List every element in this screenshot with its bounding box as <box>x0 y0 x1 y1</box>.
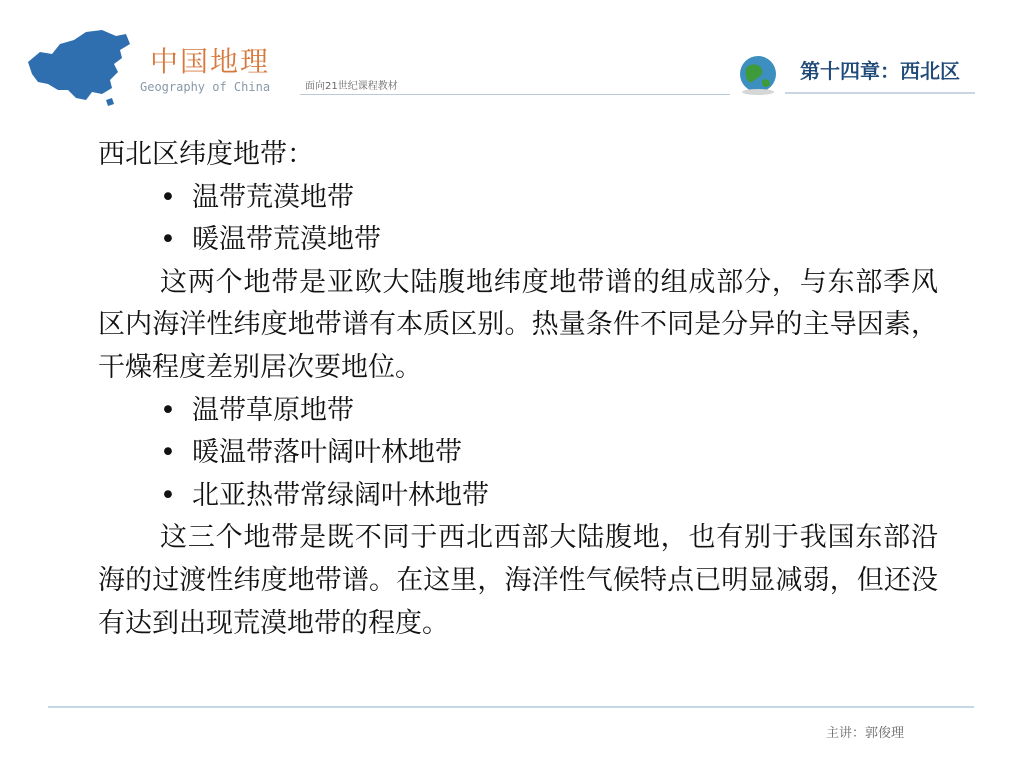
bullet: • <box>160 224 176 256</box>
brand-subtitle: Geography of China <box>140 80 271 94</box>
bullet: • <box>160 437 176 469</box>
list-item-text: 温带草原地带 <box>192 394 354 426</box>
bullet: • <box>160 479 176 511</box>
footer-divider <box>48 706 974 708</box>
brand-title: 中国地理 <box>150 45 271 78</box>
list-item <box>98 475 938 518</box>
section-heading: 西北区纬度地带： <box>98 139 314 170</box>
list-item-text: 北亚热带常绿阔叶林地带 <box>192 479 489 511</box>
presenter-label: 主讲：郭俊理 <box>826 726 905 741</box>
list-item-text: 温带荒漠地带 <box>192 181 354 213</box>
bullet: • <box>160 181 176 213</box>
list-item-text: 暖温带荒漠地带 <box>192 224 381 256</box>
china-map-icon <box>22 28 134 108</box>
slide-header <box>0 0 1024 120</box>
chapter-title: 第十四章：西北区 <box>800 59 960 83</box>
list-item <box>98 177 938 220</box>
globe-icon <box>736 52 780 96</box>
list-item <box>98 432 938 475</box>
slide-content <box>98 134 938 645</box>
header-divider <box>300 94 730 95</box>
list-item-text: 暖温带落叶阔叶林地带 <box>192 437 462 469</box>
list-item <box>98 390 938 433</box>
chapter-underline <box>785 92 975 94</box>
brand-tag: 面向21世纪课程教材 <box>305 81 398 92</box>
list-item <box>98 219 938 262</box>
bullet: • <box>160 394 176 426</box>
paragraph: 这两个地带是亚欧大陆腹地纬度地带谱的组成部分，与东部季风区内海洋性纬度地带谱有本质区别。热量条件不同是分异的主导因素，干燥程度差别居次要地位。 <box>98 266 938 383</box>
paragraph: 这三个地带是既不同于西北西部大陆腹地，也有别于我国东部沿海的过渡性纬度地带谱。在这里，海洋性气候特点已明显减弱，但还没有达到出现荒漠地带的程度。 <box>98 522 938 639</box>
